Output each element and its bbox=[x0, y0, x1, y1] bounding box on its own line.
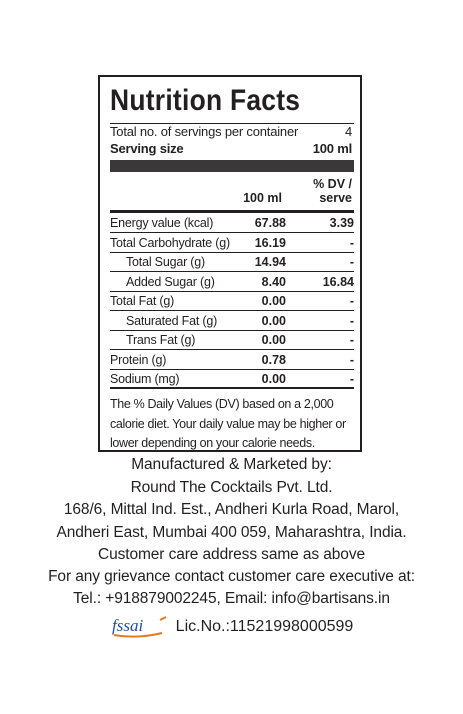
serving-size-value: 100 ml bbox=[312, 141, 352, 156]
nutrient-label: Total Sugar (g) bbox=[126, 255, 205, 270]
servings-label: Total no. of servings per container bbox=[110, 124, 299, 139]
nutrient-value-100ml: 0.00 bbox=[261, 313, 286, 328]
nutrient-label: Energy value (kcal) bbox=[110, 216, 214, 230]
nutrient-value-100ml: 8.40 bbox=[261, 274, 286, 289]
customer-care-note: Customer care address same as above bbox=[97, 546, 366, 563]
column-header-dv-line1: % DV / bbox=[313, 177, 352, 191]
nutrient-row bbox=[110, 331, 354, 350]
nutrient-value-100ml: 0.00 bbox=[261, 372, 286, 387]
row-divider bbox=[110, 387, 354, 389]
nutrient-value-dv: - bbox=[349, 294, 354, 309]
nutrient-label: Saturated Fat (g) bbox=[126, 313, 218, 328]
fssai-logo-text: fssai bbox=[111, 616, 143, 635]
column-header-100ml: 100 ml bbox=[243, 191, 282, 205]
serving-size-label: Serving size bbox=[110, 141, 184, 156]
nutrition-title: Nutrition Facts bbox=[110, 84, 301, 117]
manufacturer-heading: Manufactured & Marketed by: bbox=[131, 456, 332, 473]
servings-value: 4 bbox=[344, 124, 352, 139]
nutrient-row bbox=[110, 292, 354, 311]
nutrient-row bbox=[110, 370, 354, 389]
license-line bbox=[0, 614, 463, 640]
thick-divider bbox=[110, 160, 354, 172]
nutrient-value-dv: - bbox=[349, 333, 354, 348]
nutrient-label: Total Carbohydrate (g) bbox=[110, 235, 230, 250]
daily-value-note bbox=[110, 395, 358, 454]
company-name: Round The Cocktails Pvt. Ltd. bbox=[130, 479, 333, 496]
nutrient-value-100ml: 16.19 bbox=[254, 235, 286, 250]
nutrient-row bbox=[110, 214, 354, 233]
address-line-1: 168/6, Mittal Ind. Est., Andheri Kurla Road, Marol, bbox=[63, 501, 400, 518]
nutrient-label: Protein (g) bbox=[110, 352, 167, 367]
nutrient-value-dv: - bbox=[349, 235, 354, 250]
header-divider bbox=[110, 210, 354, 213]
column-header-dv-line2: serve bbox=[319, 191, 352, 205]
nutrient-value-100ml: 14.94 bbox=[254, 255, 286, 270]
nutrient-value-dv: - bbox=[349, 313, 354, 328]
nutrient-label: Total Fat (g) bbox=[110, 294, 175, 309]
nutrient-row bbox=[110, 273, 354, 292]
nutrient-row bbox=[110, 253, 354, 272]
nutrient-row bbox=[110, 351, 354, 370]
nutrient-label: Added Sugar (g) bbox=[126, 274, 215, 289]
nutrition-facts-panel bbox=[98, 75, 362, 452]
grievance-note: For any grievance contact customer care executive at: bbox=[48, 568, 415, 585]
nutrient-row bbox=[110, 312, 354, 331]
nutrient-value-dv: - bbox=[349, 372, 354, 387]
nutrient-row bbox=[110, 234, 354, 253]
fssai-logo-icon bbox=[110, 614, 172, 640]
contact-line: Tel.: +918879002245, Email: info@bartisans.in bbox=[73, 590, 390, 607]
note-line-1: The % Daily Values (DV) based on a 2,000 bbox=[110, 397, 334, 411]
nutrient-value-dv: - bbox=[349, 352, 354, 367]
nutrient-label: Trans Fat (g) bbox=[126, 333, 196, 348]
nutrient-value-dv: - bbox=[349, 255, 354, 270]
address-line-2: Andheri East, Mumbai 400 059, Maharashtra, India. bbox=[56, 524, 407, 541]
nutrient-value-dv: 16.84 bbox=[322, 274, 354, 289]
nutrient-value-100ml: 67.88 bbox=[254, 216, 286, 230]
nutrient-label: Sodium (mg) bbox=[110, 372, 180, 387]
note-line-2: calorie diet. Your daily value may be higher or bbox=[110, 416, 346, 431]
license-number: Lic.No.:11521998000599 bbox=[175, 618, 354, 635]
nutrient-value-100ml: 0.00 bbox=[261, 333, 286, 348]
nutrient-value-100ml: 0.00 bbox=[261, 294, 286, 309]
note-line-3: lower depending on your calorie needs. bbox=[110, 436, 315, 450]
nutrient-value-dv: 3.39 bbox=[329, 216, 354, 230]
nutrient-value-100ml: 0.78 bbox=[261, 352, 286, 367]
